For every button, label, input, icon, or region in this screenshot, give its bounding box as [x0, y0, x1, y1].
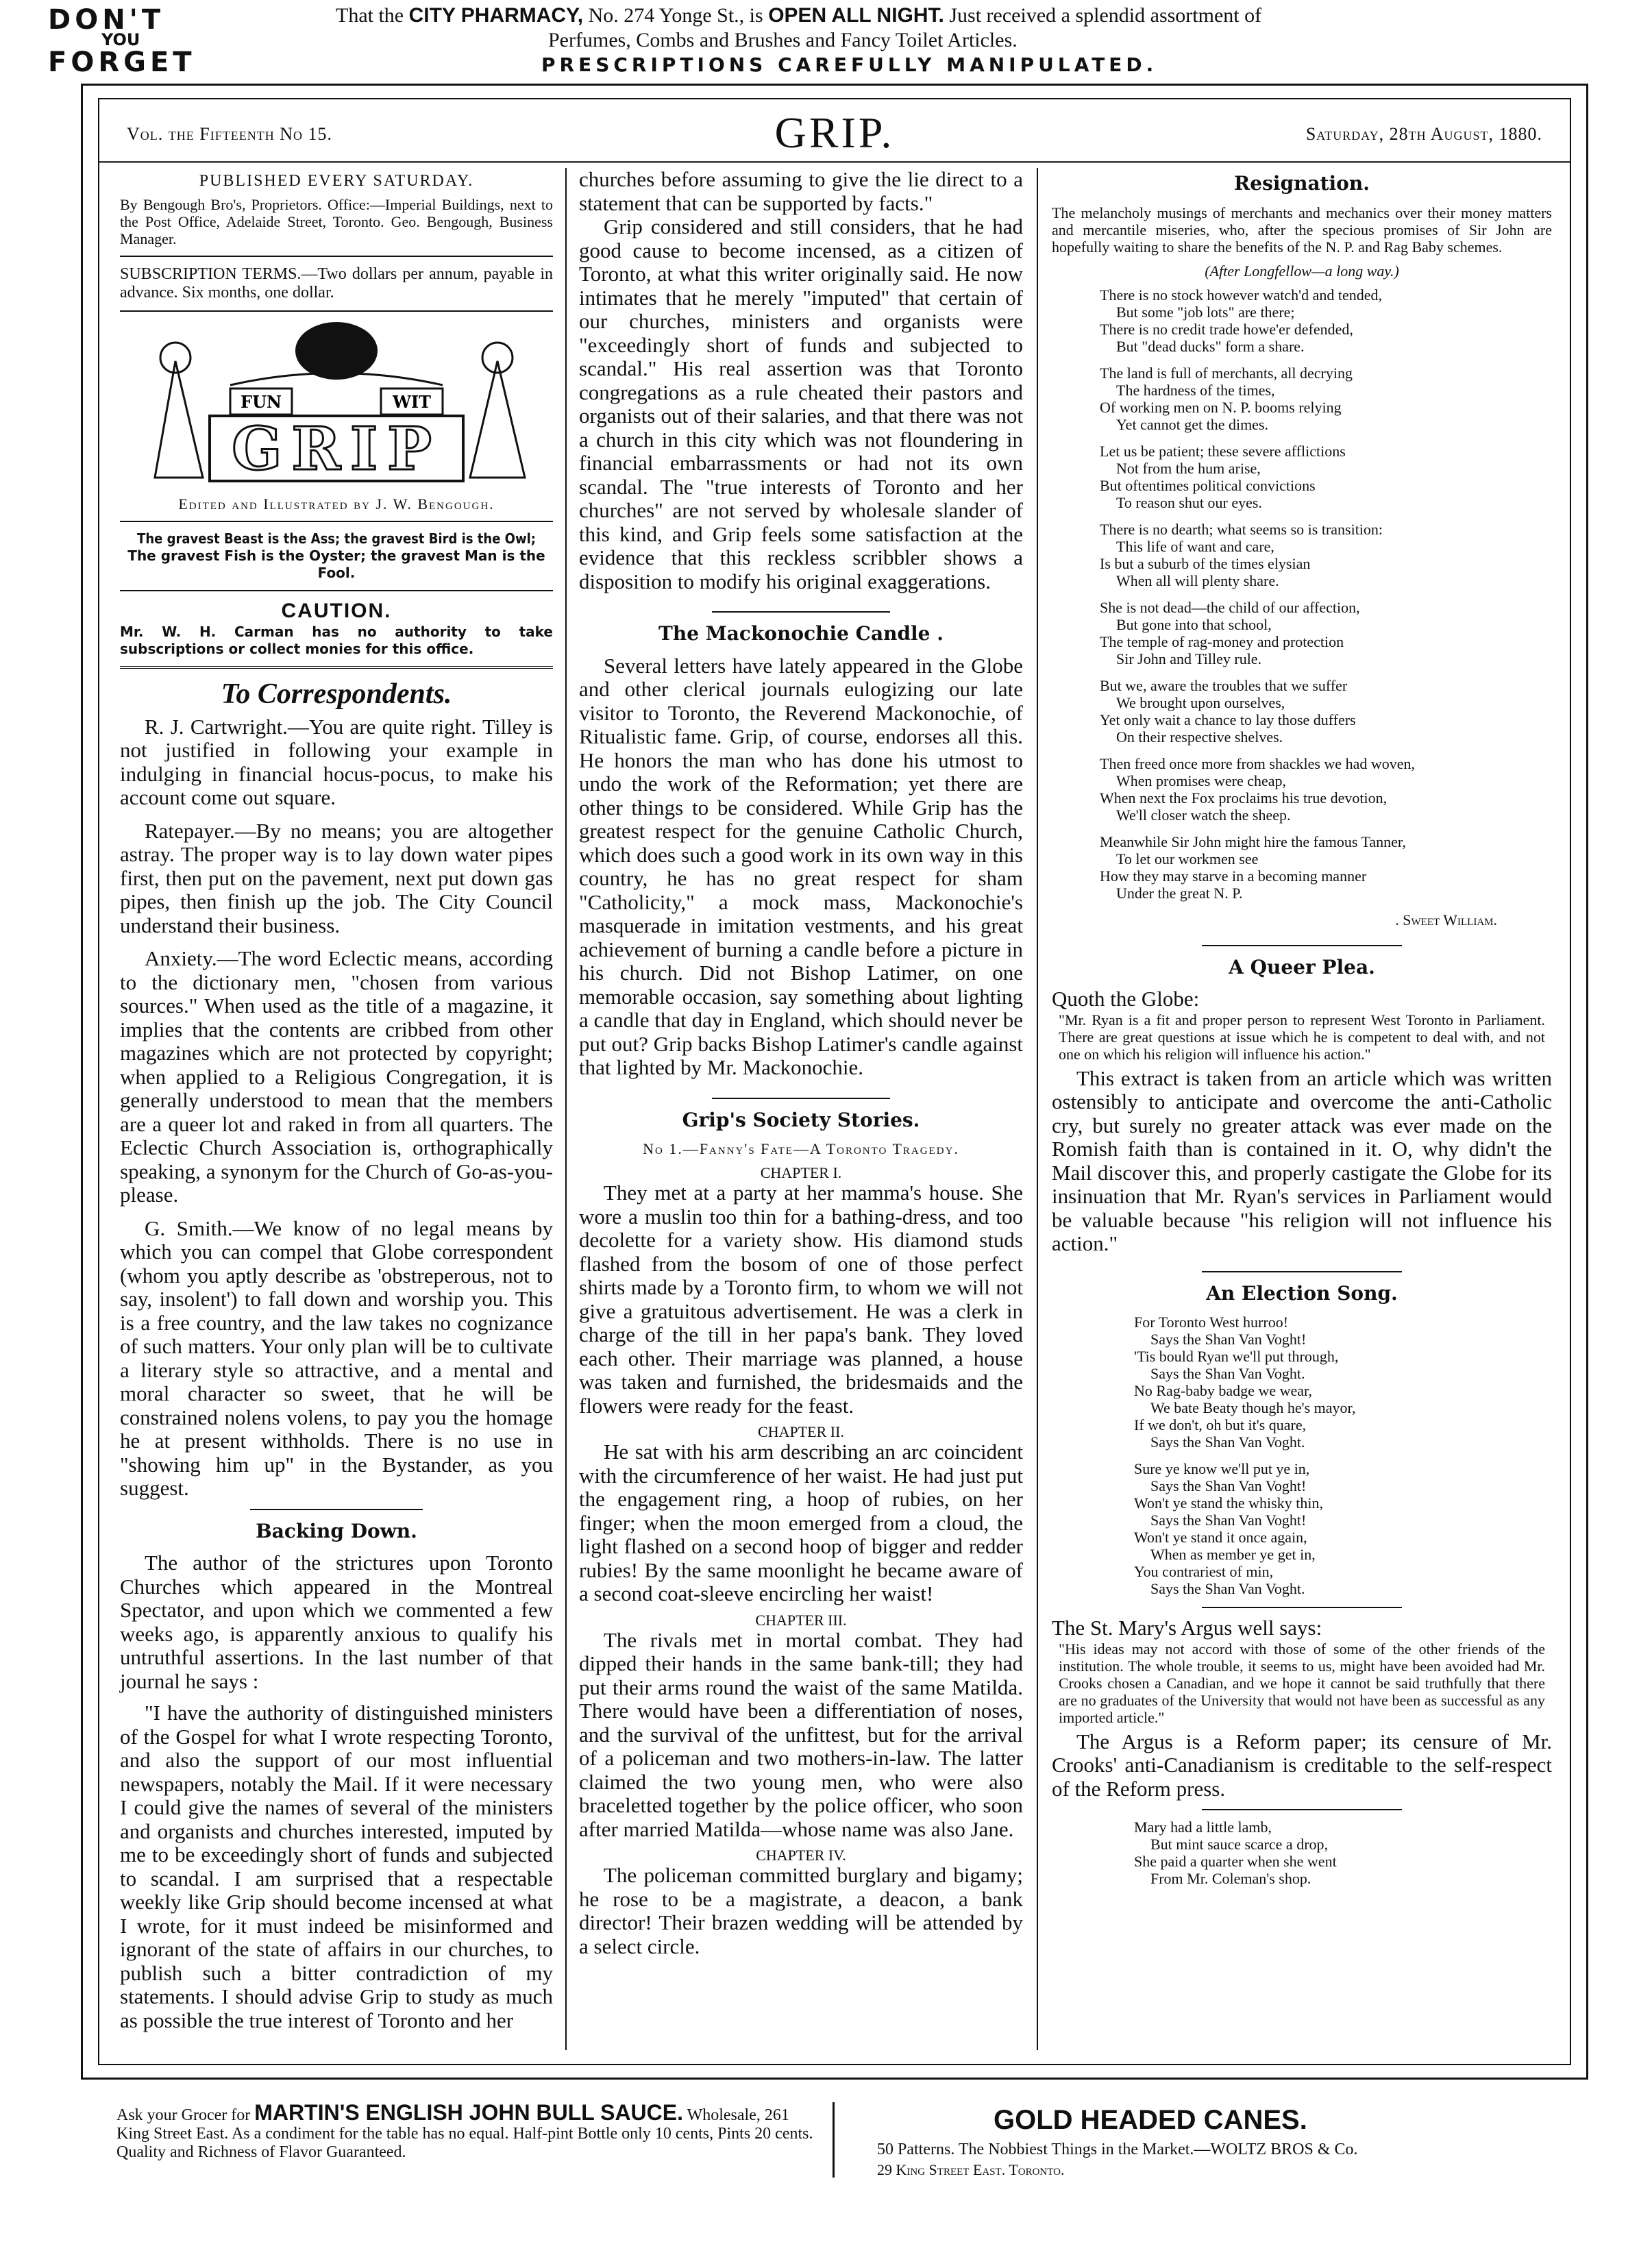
poem-line: Sir John and Tilley rule. [1116, 650, 1262, 667]
poem-line: Is but a suburb of the times elysian [1100, 554, 1311, 572]
backing-down-paragraph: The author of the strictures upon Toronto Churches which appeared in the Montreal Spectator, and upon which we commented a few weeks ago, is apparently anxious to qualify his untruthful assertions. In the last number of that journal he says : [120, 1551, 553, 1693]
poem-line: We brought upon ourselves, [1116, 693, 1285, 711]
poem-line: Says the Shan Van Voght! [1150, 1331, 1307, 1348]
divider [250, 1509, 423, 1510]
canes-line-2: 29 King Street East. Toronto. [877, 2161, 1065, 2178]
poem-line: Meanwhile Sir John might hire the famous Tanner, [1100, 833, 1406, 850]
poem-line: Mary had a little lamb, [1134, 1819, 1272, 1836]
logo-wit-label: WIT [392, 392, 432, 412]
chapter-4-text: The policeman committed burglary and bigamy; he rose to be a magistrate, a deacon, a bank director! Their brazen wedding will be attended by a select circle. [579, 1863, 1023, 1958]
column-3 [1052, 168, 1552, 2050]
poem-stanza [1100, 755, 1552, 824]
poem-stanza [1100, 443, 1552, 511]
poem-line: Won't ye stand the whisky thin, [1134, 1494, 1323, 1512]
proprietors-notice: By Bengough Bro's, Proprietors. Office:—Imperial Buildings, next to the Post Office, Adelaide Street, Toronto. Geo. Bengough, Business Manager. [120, 196, 553, 247]
divider [1202, 1271, 1402, 1272]
column-divider-1 [565, 168, 567, 2050]
poem-line: If we don't, oh but it's quare, [1134, 1416, 1307, 1433]
poem-line: No Rag-baby badge we wear, [1134, 1382, 1312, 1399]
resignation-heading: Resignation. [1234, 172, 1370, 195]
poem-line: Says the Shan Van Voght. [1150, 1433, 1305, 1451]
divider [712, 611, 889, 613]
resignation-poem [1052, 286, 1552, 902]
backing-down-quote: "I have the authority of distinguished ministers of the Gospel for what I wrote respecting Toronto, and also the support of our most influential newspapers, notably the Mail. If it were necessary I could give the names of several of the ministers and organists and churches interested, imputed by me to be exceedingly short of funds and subjected to scandal. I am surprised that a respectable weekly like Grip should become incensed at what I wrote, for it must indeed be misinformed and ignorant of the state of affairs in our churches, to publish such a bitter contradiction of my statements. I should advise Grip to study as much as possible the true interest of Toronto and her [120, 1701, 553, 2032]
poem-line: Let us be patient; these severe afflictions [1100, 442, 1346, 460]
page-inner-border [98, 98, 1571, 2065]
election-song-verse-2 [1052, 1460, 1552, 1597]
backing-down-continued: churches before assuming to give the lie direct to a statement that can be supported by facts." [579, 167, 1023, 215]
ad-dont: DON'T [48, 4, 165, 36]
queer-plea-quote: "Mr. Ryan is a fit and proper person to represent West Toronto in Parliament. There are great questions at issue which he is competent to deal with, and not one on which his religion will influence his action." [1059, 1011, 1545, 1063]
chapter-2-text: He sat with his arm describing an arc coincident with the circumference of her waist. He had just put the engagement ring, a hoop of rubies, on her finger; when the moon emerged from a cloud, the light flashed on a second hoop of bigger and redder rubies! By the same moonlight he became aware of a second coat-sleeve encircling her waist! [579, 1440, 1023, 1605]
poem-line: To reason shut our eyes. [1116, 493, 1262, 511]
poem-line: Under the great N. P. [1116, 884, 1243, 902]
logo-fun-label: FUN [241, 392, 282, 412]
poem-line: When as member ye get in, [1150, 1546, 1316, 1563]
society-stories-heading: Grip's Society Stories. [682, 1108, 920, 1131]
motto-line-2: The gravest Fish is the Oyster; the gravest Man is the Fool. [127, 547, 545, 581]
poem-line: But mint sauce scarce a drop, [1150, 1836, 1329, 1853]
mackonochie-candle-heading: The Mackonochie Candle . [658, 622, 944, 645]
poem-line: When promises were cheap, [1116, 772, 1287, 789]
logo-grip-title: GRIP [232, 415, 441, 484]
grip-response-paragraph: Grip considered and still considers, that he had good cause to become incensed, as a citizen of Toronto, at what this writer originally said. He now intimates that he merely "imputed" that certain of our churches, ministers and organists were "exceedingly short of funds and subjected to scandal." His real assertion was that Toronto congregations as a rule cheated their pastors and organists out of their salaries, and that there was not a church in this city which was not floundering in financial embarrassments or had not its own scandal. The "true interests of Toronto and her churches" are not served by wholesale slander of this kind, and Grip feels some satisfaction at the evidence that this reckless scribbler shows a disposition to modify his original exaggerations. [579, 214, 1023, 593]
poem-line: For Toronto West hurroo! [1134, 1314, 1289, 1331]
chapter-1-heading: CHAPTER I. [760, 1164, 842, 1181]
poem-line: To let our workmen see [1116, 850, 1259, 867]
mary-lamb-verse [1052, 1819, 1552, 1887]
poem-line: Says the Shan Van Voght! [1150, 1512, 1307, 1529]
issue-date: Saturday, 28th August, 1880. [1305, 124, 1542, 144]
published-every-saturday: PUBLISHED EVERY SATURDAY. [199, 172, 474, 190]
divider [120, 521, 553, 522]
poem-line: 'Tis bould Ryan we'll put through, [1134, 1348, 1339, 1365]
canes-heading: GOLD HEADED CANES. [994, 2105, 1307, 2135]
column-divider-2 [1037, 168, 1038, 2050]
resignation-signature: . Sweet William. [1395, 911, 1497, 928]
poem-stanza [1100, 365, 1552, 433]
poem-line: When all will plenty share. [1116, 571, 1279, 589]
poem-line: Of working men on N. P. booms relying [1100, 398, 1342, 416]
chapter-4-heading: CHAPTER IV. [756, 1847, 846, 1864]
poem-line: She is not dead—the child of our affection, [1100, 598, 1360, 616]
resignation-intro: The melancholy musings of merchants and mechanics over their money matters and mercantile miseries, who, after the specious promises of Sir John are hopefully waiting to share the benefits of the N. P. and Rag Baby schemes. [1052, 204, 1552, 256]
column-2 [579, 168, 1023, 2050]
volume-number: Vol. the Fifteenth No 15. [127, 124, 332, 144]
society-stories-subtitle: No 1.—Fanny's Fate—A Toronto Tragedy. [643, 1140, 959, 1157]
poem-stanza [1100, 833, 1552, 902]
divider [712, 1098, 889, 1099]
poem-line: Then freed once more from shackles we had woven, [1100, 754, 1415, 772]
edited-illustrated-credit: Edited and Illustrated by J. W. Bengough. [178, 495, 495, 513]
correspondent-reply-anxiety: Anxiety.—The word Eclectic means, according to the dictionary men, "chosen from various sources." When used as the title of a magazine, it implies that the contents are cribbed from other magazines which are not protected by copyright; when applied to a Religious Congregation, it is generally understood to mean that the members are a queer lot and raked in from all quarters. The Eclectic Church Association is, orthographically speaking, a synonym for the Church of Go-as-you-please. [120, 946, 553, 1207]
caution-heading: CAUTION. [281, 600, 392, 622]
poem-line: Says the Shan Van Voght. [1150, 1580, 1305, 1597]
poem-line: There is no stock however watch'd and tended, [1100, 286, 1383, 304]
poem-line: Says the Shan Van Voght! [1150, 1477, 1307, 1494]
poem-line: But oftentimes political convictions [1100, 476, 1316, 494]
poem-line: You contrariest of min, [1134, 1563, 1274, 1580]
divider [120, 310, 553, 312]
backing-down-heading: Backing Down. [256, 1519, 417, 1542]
poem-line: Yet only wait a chance to lay those duffers [1100, 711, 1356, 728]
poem-line: On their respective shelves. [1116, 728, 1283, 745]
correspondents-heading: To Correspondents. [221, 678, 452, 710]
grip-logo-illustration [127, 320, 545, 491]
poem-line: There is no credit trade howe'er defended, [1100, 320, 1353, 338]
poem-line: But "dead ducks" form a share. [1116, 337, 1305, 355]
queer-plea-text: This extract is taken from an article which was written ostensibly to anticipate and overcome the anti-Catholic cry, but surely no greater attack was ever made on the Romish faith than is contained in it. O, why didn't the Mail discover this, and properly castigate the Globe for its insinuation that Mr. Ryan's services in Parliament would be valuable because "his religion will not influence his action." [1052, 1065, 1552, 1255]
poem-line: Says the Shan Van Voght. [1150, 1365, 1305, 1382]
poem-stanza [1100, 599, 1552, 667]
poem-line: There is no dearth; what seems so is transition: [1100, 520, 1383, 538]
column-1 [120, 168, 553, 2050]
newspaper-title: GRIP. [774, 108, 895, 157]
poem-line: Won't ye stand it once again, [1134, 1529, 1307, 1546]
poem-line: Sure ye know we'll put ye in, [1134, 1460, 1310, 1477]
resignation-attribution: (After Longfellow—a long way.) [1205, 262, 1399, 280]
ad-you: YOU [101, 30, 140, 49]
chapter-1-text: They met at a party at her mamma's house. She wore a muslin too thin for a bathing-dress, and too decolette for a variety show. His diamond studs flashed from the bosom of one of those perfect shirts made by a Toronto firm, to whom we will not give a gratuitous advertisement. He was a clerk in charge of the till in her papa's bank. They loved each other. Their marriage was planned, a house was taken and furnished, the bridesmaids and the flowers were ready for the feast. [579, 1181, 1023, 1418]
poem-line: But gone into that school, [1116, 615, 1272, 633]
poem-line: We bate Beaty though he's mayor, [1150, 1399, 1356, 1416]
poem-stanza [1100, 677, 1552, 745]
poem-line: We'll closer watch the sheep. [1116, 806, 1291, 824]
ad-pharmacy-line3: PRESCRIPTIONS CAREFULLY MANIPULATED. [541, 53, 1158, 76]
divider [1202, 1607, 1402, 1608]
poem-line: Yet cannot get the dimes. [1116, 415, 1269, 433]
top-advertisement [0, 0, 1652, 82]
masthead [99, 99, 1570, 163]
ad-forget: FORGET [48, 47, 196, 78]
chapter-3-heading: CHAPTER III. [755, 1611, 847, 1629]
election-song-verse-1 [1052, 1314, 1552, 1451]
ad-pharmacy-line1: That the CITY PHARMACY, No. 274 Yonge St., is OPEN ALL NIGHT. Just received a splendid assortment of [336, 4, 1262, 27]
caution-notice: Mr. W. H. Carman has no authority to take subscriptions or collect monies for this office. [120, 623, 553, 657]
correspondent-reply-smith: G. Smith.—We know of no legal means by which you can compel that Globe correspondent (whom you aptly describe as 'obstreperous, not to say, insolent') to fall down and worship you. This is a free country, and the law takes no cognizance of such matters. Your only plan will be to cultivate a literary style so attractive, and a mental and moral character so sweet, that he will be constrained nolens volens, to pay you the homage he at present withholds. There is no use in "showing him up" in the Bystander, as you suggest. [120, 1216, 553, 1500]
poem-line: When next the Fox proclaims his true devotion, [1100, 789, 1388, 806]
argus-quote: "His ideas may not accord with those of some of the other friends of the institution. The whole trouble, it seems to us, might have been avoided had Mr. Crooks chosen a Canadian, and we hope it cannot be said truthfully that there are no graduates of the University that would not have been as successful as any imported article." [1059, 1640, 1545, 1726]
poem-line: This life of want and care, [1116, 537, 1274, 555]
queer-plea-heading: A Queer Plea. [1229, 955, 1375, 978]
poem-line: The hardness of the times, [1116, 381, 1275, 399]
election-song-heading: An Election Song. [1206, 1281, 1398, 1305]
sauce-advertisement: Ask your Grocer for MARTIN'S ENGLISH JOHN BULL SAUCE. Wholesale, 261 King Street East. As a condiment for the table has no equal. Half-pint Bottle only 10 cents, Pints 20 cents. Quality and Richness of Flavor Guaranteed. [116, 2100, 813, 2161]
poem-line: But we, aware the troubles that we suffer [1100, 676, 1348, 694]
argus-intro: The St. Mary's Argus well says: [1052, 1616, 1322, 1640]
argus-comment: The Argus is a Reform paper; its censure of Mr. Crooks' anti-Canadianism is creditable to the self-respect of the Reform press. [1052, 1729, 1552, 1801]
divider [120, 666, 553, 669]
canes-line-1: 50 Patterns. The Nobbiest Things in the Market.—WOLTZ BROS & Co. [877, 2141, 1358, 2158]
subscription-terms: SUBSCRIPTION TERMS.—Two dollars per annum, payable in advance. Six months, one dollar. [120, 265, 553, 301]
bottom-advertisement [0, 2097, 1652, 2254]
motto-line-1: The gravest Beast is the Ass; the gravest Bird is the Owl; [137, 530, 536, 547]
poem-line: Not from the hum arise, [1116, 459, 1261, 477]
chapter-3-text: The rivals met in mortal combat. They had dipped their hands in the same bank-till; they had put their arms round the waist of the same Matilda. There would have been a differentiation of noses, and the survival of the unfittest, but for the arrival of a policeman and two mothers-in-law. The latter claimed the two young men, who were also braceletted together by the police officer, who soon after married Matilda—whose name was also Jane. [579, 1627, 1023, 1841]
chapter-2-heading: CHAPTER II. [758, 1423, 844, 1440]
correspondent-reply-cartwright: R. J. Cartwright.—You are quite right. Tilley is not justified in following your example in indulging in financial hocus-pocus, to make his account come out square. [120, 714, 553, 809]
divider [1202, 945, 1402, 946]
correspondent-reply-ratepayer: Ratepayer.—By no means; you are altogether astray. The proper way is to lay down water pipes first, then put on the pavement, next put down gas pipes, then finish up the job. The City Council understand their business. [120, 818, 553, 937]
queer-plea-intro: Quoth the Globe: [1052, 987, 1200, 1011]
divider [120, 256, 553, 257]
poem-line: She paid a quarter when she went [1134, 1853, 1337, 1870]
poem-stanza [1100, 286, 1552, 355]
poem-stanza [1100, 521, 1552, 589]
poem-line: The temple of rag-money and protection [1100, 632, 1344, 650]
poem-line: The land is full of merchants, all decrying [1100, 364, 1353, 382]
poem-line: But some "job lots" are there; [1116, 303, 1295, 321]
divider [120, 590, 553, 591]
ad-pharmacy-line2: Perfumes, Combs and Brushes and Fancy Toilet Articles. [548, 29, 1018, 51]
mackonochie-candle-article: Several letters have lately appeared in the Globe and other clerical journals eulogizing our late visitor to Toronto, the Reverend Mackonochie, of Ritualistic fame. Grip, of course, endorses all this. He honors the man who has done his utmost to undo the work of the Reformation; yet there are other things to be considered. While Grip has the greatest respect for the genuine Catholic Church, which does such a good work in its own way in this country, he has no great respect for sham "Catholicity," a mock mass, Mackonochie's masquerade in imitation vestments, and his great achievement of burning a candle before a picture in his church. Did not Bishop Latimer, on one memorable occasion, say something about lighting a candle that day in England, which should never be put out? Grip backs Bishop Latimer's candle against that lighted by Mr. Mackonochie. [579, 653, 1023, 1079]
page-frame [81, 84, 1588, 2080]
ad-divider [833, 2102, 835, 2178]
poem-line: How they may starve in a becoming manner [1100, 867, 1367, 885]
divider [1202, 1809, 1402, 1810]
poem-line: From Mr. Coleman's shop. [1150, 1870, 1311, 1887]
